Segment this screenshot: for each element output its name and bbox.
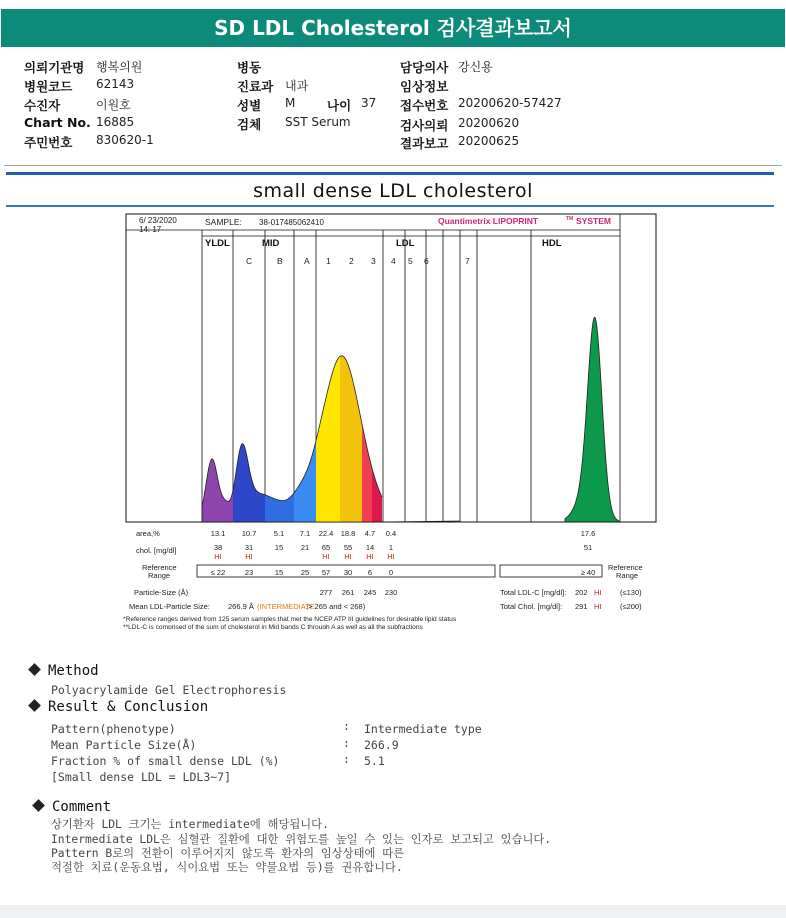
area-row-label: area,% <box>136 529 160 538</box>
ward-label: 병동 <box>237 60 262 75</box>
hospital-code-value: 62143 <box>96 77 135 91</box>
group-label-hdl: HDL <box>542 238 562 249</box>
doctor-label: 담당의사 <box>400 60 449 75</box>
chol-cell-VLDL: 38 <box>213 543 223 552</box>
comment-heading <box>34 799 111 815</box>
particle-size-cell-2: 261 <box>341 588 355 597</box>
age-label: 나이 <box>327 98 352 113</box>
result-row-label: Pattern(phenotype) <box>51 722 176 736</box>
bottom-band <box>0 905 786 918</box>
band-letter-5: 5 <box>408 256 413 266</box>
chol-cell-3: 14 <box>365 543 375 552</box>
mean-size-label: Mean LDL-Particle Size: <box>129 602 210 611</box>
method-heading-text: Method <box>48 663 99 679</box>
reference-right-label-1: Reference <box>608 563 643 572</box>
flag-cell-1: HI <box>322 552 330 561</box>
result-row-label: Fraction % of small dense LDL (%) <box>51 754 280 768</box>
total-chol-ref: (≤200) <box>620 602 642 611</box>
area-cell-VLDL: 13.1 <box>210 529 226 538</box>
total-chol-value: 291 <box>575 602 588 611</box>
patient-label: 수진자 <box>24 98 61 113</box>
result-heading-text: Result & Conclusion <box>48 699 209 715</box>
chol-cell-4: 1 <box>388 543 394 552</box>
method-heading <box>30 663 99 679</box>
chol-cell-C: 31 <box>244 543 254 552</box>
resident-id-label: 주민번호 <box>24 135 73 150</box>
system-name: Quantimetrix LIPOPRINT <box>438 216 539 226</box>
total-ldl-value: 202 <box>575 588 588 597</box>
area-cell-B: 5.1 <box>273 529 285 538</box>
report-date-label: 결과보고 <box>400 136 449 151</box>
reference-label-1: Reference <box>142 563 177 572</box>
result-heading <box>30 699 208 715</box>
comment-heading-text: Comment <box>52 799 112 815</box>
band-letter-4: 4 <box>391 256 396 266</box>
chol-cell-HDL: 51 <box>583 543 593 552</box>
request-date-label: 검사의뢰 <box>400 118 449 133</box>
chol-cell-B: 15 <box>274 543 284 552</box>
department-label: 진료과 <box>237 79 274 94</box>
flag-cell-C: HI <box>245 552 253 561</box>
institution-value: 행복의원 <box>96 60 143 74</box>
band-letter-A: A <box>304 256 310 266</box>
chart-no-label: Chart No. <box>24 115 91 130</box>
particle-size-label: Particle-Size (Å) <box>134 588 189 597</box>
total-ldl-label: Total LDL-C [mg/dl]: <box>500 588 567 597</box>
result-row-colon: : <box>343 736 350 750</box>
receipt-no-label: 접수번호 <box>400 98 449 113</box>
result-row-colon: : <box>343 752 350 766</box>
chart-no-value: 16885 <box>96 115 135 129</box>
age-value: 37 <box>361 96 377 110</box>
request-date-value: 20200620 <box>458 116 520 130</box>
result-row-value: 5.1 <box>364 754 385 768</box>
receipt-no-value: 20200620-57427 <box>458 96 562 110</box>
report-date-value: 20200625 <box>458 134 520 148</box>
report-banner-top-line <box>6 172 774 175</box>
band-letter-3: 3 <box>371 256 376 266</box>
band-letter-B: B <box>277 256 283 266</box>
area-cell-3: 4.7 <box>364 529 376 538</box>
chol-cell-1: 65 <box>321 543 331 552</box>
lipoprint-title: small dense LDL cholesterol <box>253 180 533 202</box>
area-cell-4: 0.4 <box>385 529 397 538</box>
area-cell-A: 7.1 <box>299 529 311 538</box>
sample-id: 38-017485062410 <box>259 218 324 227</box>
report-time: 14: 17 <box>139 225 162 234</box>
patient-info-block <box>0 52 786 162</box>
area-cell-HDL: 17.6 <box>580 529 596 538</box>
institution-label: 의뢰기관명 <box>24 60 85 75</box>
hospital-code-label: 병원코드 <box>24 79 73 94</box>
reference-label-2: Range <box>148 571 171 580</box>
result-row-label: Mean Particle Size(Å) <box>51 738 197 752</box>
department-value: 내과 <box>285 79 309 93</box>
patient-value: 이원호 <box>96 98 131 112</box>
comment-line: Intermediate LDL은 심혈관 질환에 대한 위험도를 높일 수 있는 인자로 보고되고 있습니다. <box>51 833 552 846</box>
sex-label: 성별 <box>237 98 262 113</box>
lipoprint-chart <box>120 209 660 629</box>
mean-size-value: 266.9 Å <box>228 602 254 611</box>
area-cell-2: 18.8 <box>340 529 356 538</box>
result-row-value: 266.9 <box>364 738 399 752</box>
reference-cell-B: 15 <box>274 568 284 577</box>
reference-cell-1: 57 <box>321 568 331 577</box>
specimen-label: 검체 <box>237 117 262 132</box>
clinical-info-label: 임상정보 <box>400 79 449 94</box>
fraction-table <box>211 529 596 597</box>
comment-line: Pattern B로의 전환이 이루어지지 않도록 환자의 임상상태에 따른 <box>51 847 405 860</box>
result-note: [Small dense LDL = LDL3~7] <box>51 770 232 784</box>
band-letter-2: 2 <box>349 256 354 266</box>
result-row-value: Intermediate type <box>364 722 482 736</box>
reference-cell-A: 25 <box>300 568 310 577</box>
flag-cell-3: HI <box>366 552 374 561</box>
footnote-1: *Reference ranges derived from 125 serum samples that met the NCEP ATP III guidelines for desirable lipid status <box>123 616 457 623</box>
footnote-2: **LDL-C is comprised of the sum of cholesterol in Mid bands C through A as well as all the subfractions <box>123 624 423 629</box>
particle-size-cell-1: 277 <box>319 588 333 597</box>
sex-value: M <box>285 96 296 110</box>
comment-line: 적절한 치료(운동요법, 식이요법 또는 약물요법 등)를 권유합니다. <box>51 861 403 874</box>
total-chol-label: Total Chol. [mg/dl]: <box>500 602 563 611</box>
total-ldl-ref: (≤130) <box>620 588 642 597</box>
reference-right-label-2: Range <box>616 571 639 580</box>
chol-cell-2: 55 <box>343 543 353 552</box>
band-letter-7: 7 <box>465 256 470 266</box>
band-letter-1: 1 <box>326 256 331 266</box>
reference-cell-HDL: ≥ 40 <box>580 568 596 577</box>
reference-cell-4: 0 <box>388 568 394 577</box>
report-title-bar <box>1 9 785 47</box>
band-letter-C: C <box>246 256 253 266</box>
particle-size-cell-3: 245 <box>363 588 377 597</box>
mean-size-range: ;> 265 and < 268) <box>306 602 366 611</box>
diamond-bullet-icon <box>28 663 41 676</box>
divider <box>4 165 782 166</box>
chol-row-label: chol. [mg/dl] <box>136 546 177 555</box>
sample-label: SAMPLE: <box>205 217 242 227</box>
diamond-bullet-icon <box>32 799 45 812</box>
chol-cell-A: 21 <box>300 543 310 552</box>
reference-cell-VLDL: ≤ 22 <box>210 568 226 577</box>
group-label-ldl: LDL <box>396 238 415 249</box>
total-chol-flag: HI <box>594 602 602 611</box>
report-banner-bottom-line <box>6 205 774 207</box>
particle-size-cell-4: 230 <box>384 588 398 597</box>
band-letter-6: 6 <box>424 256 429 266</box>
area-cell-C: 10.7 <box>241 529 257 538</box>
flag-cell-VLDL: HI <box>214 552 222 561</box>
reference-cell-3: 6 <box>367 568 373 577</box>
specimen-value: SST Serum <box>285 115 351 129</box>
system-tm: TM <box>566 216 574 222</box>
reference-cell-C: 23 <box>244 568 254 577</box>
flag-cell-2: HI <box>344 552 352 561</box>
lipoprint-svg <box>120 209 660 629</box>
group-label-mid: MID <box>262 238 280 249</box>
diamond-bullet-icon <box>28 699 41 712</box>
group-label-vldl: YLDL <box>205 238 230 249</box>
method-text: Polyacrylamide Gel Electrophoresis <box>51 683 287 697</box>
result-row-colon: : <box>343 719 350 733</box>
resident-id-value: 830620-1 <box>96 133 154 147</box>
area-cell-1: 22.4 <box>318 529 334 538</box>
reference-cell-2: 30 <box>343 568 353 577</box>
total-ldl-flag: HI <box>594 588 602 597</box>
report-title: SD LDL Cholesterol 검사결과보고서 <box>214 16 572 40</box>
flag-cell-4: HI <box>387 552 395 561</box>
doctor-value: 강신용 <box>458 60 493 74</box>
report-date: 6/ 23/2020 <box>139 216 177 225</box>
system-suffix: SYSTEM <box>576 216 611 226</box>
comment-line: 상기환자 LDL 크기는 intermediate에 해당됩니다. <box>51 818 329 831</box>
mean-size-class: (INTERMEDIATE <box>257 602 315 611</box>
